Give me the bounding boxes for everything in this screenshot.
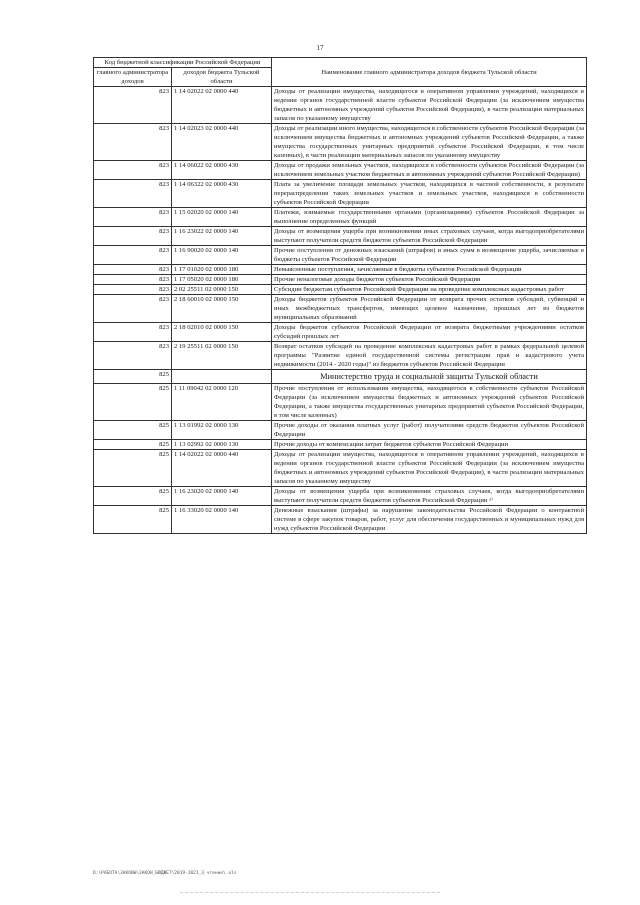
description-cell: Платежи, взимаемые государственными органами (организациями) субъектов Российской Федерации за выполнение определенных функций xyxy=(272,208,587,227)
income-code-cell: 2 18 60010 02 0000 150 xyxy=(172,295,272,323)
description-cell: Прочие неналоговые доходы бюджетов субъектов Российской Федерации xyxy=(272,275,587,285)
admin-code-cell: 825 xyxy=(94,506,172,534)
description-cell: Доходы от продажи земельных участков, находящихся в собственности субъектов Российской Федерации (за исключением земельных участков бюджетных и автономных учреждений субъектов Российской Федерации) xyxy=(272,161,587,180)
table-row xyxy=(94,180,587,208)
admin-code-cell: 823 xyxy=(94,275,172,285)
income-code-cell: 2 18 02010 02 0000 150 xyxy=(172,323,272,342)
admin-code-cell: 825 xyxy=(94,421,172,440)
income-code-cell: 1 16 90020 02 0000 140 xyxy=(172,246,272,265)
description-cell: Прочие поступления от денежных взысканий (штрафов) и иных сумм в возмещение ущерба, зачисляемые в бюджеты субъектов Российской Федерации xyxy=(272,246,587,265)
table-row xyxy=(94,487,587,506)
table-row xyxy=(94,323,587,342)
admin-code-cell: 823 xyxy=(94,180,172,208)
admin-code-cell: 823 xyxy=(94,87,172,124)
admin-code-cell: 823 xyxy=(94,265,172,275)
income-code-cell: 1 14 06022 02 0000 430 xyxy=(172,161,272,180)
admin-code-cell: 825 xyxy=(94,384,172,421)
description-cell: Доходы бюджетов субъектов Российской Федерации от возврата бюджетными учреждениями остатков субсидий прошлых лет xyxy=(272,323,587,342)
table-row xyxy=(94,161,587,180)
admin-code-cell: 823 xyxy=(94,342,172,370)
description-cell: Невыясненные поступления, зачисляемые в бюджеты субъектов Российской Федерации xyxy=(272,265,587,275)
admin-code-cell: 823 xyxy=(94,295,172,323)
table-row xyxy=(94,285,587,295)
table-row xyxy=(94,227,587,246)
description-cell: Доходы от реализации иного имущества, находящегося в собственности субъектов Российской Федерации (за исключением имущества бюджетных и автономных учреждений субъектов Российской Федерации, а также имущества государственных унитарных предприятий субъектов Российской Федерации, в том числе казенных), в части реализации материальных запасов по указанному имуществу xyxy=(272,124,587,161)
income-code-cell: 1 16 23022 02 0000 140 xyxy=(172,227,272,246)
admin-code-cell: 823 xyxy=(94,227,172,246)
description-cell: Возврат остатков субсидий на проведение комплексных кадастровых работ в рамках федеральной целевой программы "Развитие единой государственной системы регистрации прав и кадастрового учета недвижимости (2014 - 2020 годы)" из бюджетов субъектов Российской Федерации xyxy=(272,342,587,370)
header-budget-classification-code: Код бюджетной классификации Российской Федерации xyxy=(94,58,272,68)
table-row xyxy=(94,265,587,275)
description-cell: Прочие доходы от оказания платных услуг (работ) получателями средств бюджетов субъектов Российской Федерации xyxy=(272,421,587,440)
description-cell: Плата за увеличение площади земельных участков, находящихся в частной собственности, в результате перераспределения таких земельных участков и земельных участков, находящихся в собственности субъектов Российской Федерации xyxy=(272,180,587,208)
description-cell: Доходы бюджетов субъектов Российской Федерации от возврата прочих остатков субсидий, субвенций и иных межбюджетных трансфертов, имеющих целевое назначение, прошлых лет из бюджетов муниципальных образований xyxy=(272,295,587,323)
admin-code-cell: 825 xyxy=(94,440,172,450)
table-row xyxy=(94,506,587,534)
table-row xyxy=(94,421,587,440)
description-cell: Денежные взыскания (штрафы) за нарушение законодательства Российской Федерации о контрактной системе в сфере закупок товаров, работ, услуг для обеспечения государственных и муниципальных нужд для нужд субъектов Российской Федерации xyxy=(272,506,587,534)
table-row xyxy=(94,450,587,487)
income-code-cell: 1 17 01020 02 0000 180 xyxy=(172,265,272,275)
table-row xyxy=(94,87,587,124)
file-path-footer: D:\РАБОТА\ЗАКОНЫ\ЗАКОН_БЮДЖЕТ\2019-2021_3 чтение\.xls xyxy=(93,871,237,876)
description-cell: Субсидии бюджетам субъектов Российской Федерации на проведение комплексных кадастровых работ xyxy=(272,285,587,295)
income-code-cell: 1 13 02992 02 0000 130 xyxy=(172,440,272,450)
table-row xyxy=(94,124,587,161)
income-code-cell: 1 16 33020 02 0000 140 xyxy=(172,506,272,534)
admin-code-cell: 825 xyxy=(94,370,172,384)
description-cell: Доходы от реализации имущества, находящегося в оперативном управлении учреждений, находящихся в ведении органов государственной власти субъектов Российской Федерации (за исключением имущества бюджетных и автономных учреждений субъектов Российской Федерации), в части реализации материальных запасов по указанному имуществу xyxy=(272,450,587,487)
income-code-cell: 1 11 09042 02 0000 120 xyxy=(172,384,272,421)
admin-code-cell: 823 xyxy=(94,246,172,265)
description-cell: Прочие доходы от компенсации затрат бюджетов субъектов Российской Федерации xyxy=(272,440,587,450)
description-cell: Министерство труда и социальной защиты Тульской области xyxy=(272,370,587,384)
income-code-cell: 1 17 05020 02 0000 180 xyxy=(172,275,272,285)
header-admin-code: главного администратора доходов xyxy=(94,68,172,87)
table-row xyxy=(94,208,587,227)
income-code-cell: 2 02 25511 02 0000 150 xyxy=(172,285,272,295)
income-code-cell: 1 14 02022 02 0000 440 xyxy=(172,87,272,124)
income-code-cell: 1 14 06322 02 0000 430 xyxy=(172,180,272,208)
income-code-cell: 1 13 01992 02 0000 130 xyxy=(172,421,272,440)
admin-code-cell: 823 xyxy=(94,285,172,295)
table-row xyxy=(94,246,587,265)
header-income-code: доходов бюджета Тульской области xyxy=(172,68,272,87)
table-body xyxy=(94,87,587,534)
table-row xyxy=(94,440,587,450)
table-row xyxy=(94,275,587,285)
header-administrator-name: Наименование главного администратора доходов бюджета Тульской области xyxy=(272,58,587,87)
admin-code-cell: 823 xyxy=(94,161,172,180)
income-code-cell xyxy=(172,370,272,384)
income-code-cell: 1 14 02022 02 0000 440 xyxy=(172,450,272,487)
income-code-cell: 1 14 02023 02 0000 440 xyxy=(172,124,272,161)
description-cell: Прочие поступления от использования имущества, находящегося в собственности субъектов Российской Федерации (за исключением имущества бюджетных и автономных учреждений субъектов Российской Федерации, а также имущества государственных унитарных предприятий субъектов Российской Федерации, в том числе казенных) xyxy=(272,384,587,421)
table-row xyxy=(94,295,587,323)
admin-code-cell: 823 xyxy=(94,208,172,227)
admin-code-cell: 825 xyxy=(94,450,172,487)
table-row xyxy=(94,384,587,421)
description-cell: Доходы от возмещения ущерба при возникновении страховых случаев, когда выгодоприобретателями выступают получатели средств бюджетов субъектов Российской Федерации ¹⁾ xyxy=(272,487,587,506)
page-number: 17 xyxy=(316,44,324,52)
budget-revenue-table xyxy=(93,57,587,534)
description-cell: Доходы от реализации имущества, находящегося в оперативном управлении учреждений, находящихся в ведении органов государственной власти субъектов Российской Федерации (за исключением имущества бюджетных и автономных учреждений субъектов Российской Федерации), в части реализации материальных запасов по указанному имуществу xyxy=(272,87,587,124)
admin-code-cell: 825 xyxy=(94,487,172,506)
admin-code-cell: 823 xyxy=(94,124,172,161)
admin-code-cell: 823 xyxy=(94,323,172,342)
income-code-cell: 1 16 23020 02 0000 140 xyxy=(172,487,272,506)
income-code-cell: 2 19 25511 02 0000 150 xyxy=(172,342,272,370)
description-cell: Доходы от возмещения ущерба при возникновении иных страховых случаев, когда выгодоприобретателями выступают получатели средств бюджетов субъектов Российской Федерации xyxy=(272,227,587,246)
bottom-divider xyxy=(180,892,440,893)
section-header-row xyxy=(94,370,587,384)
income-code-cell: 1 15 02020 02 0000 140 xyxy=(172,208,272,227)
table-row xyxy=(94,342,587,370)
